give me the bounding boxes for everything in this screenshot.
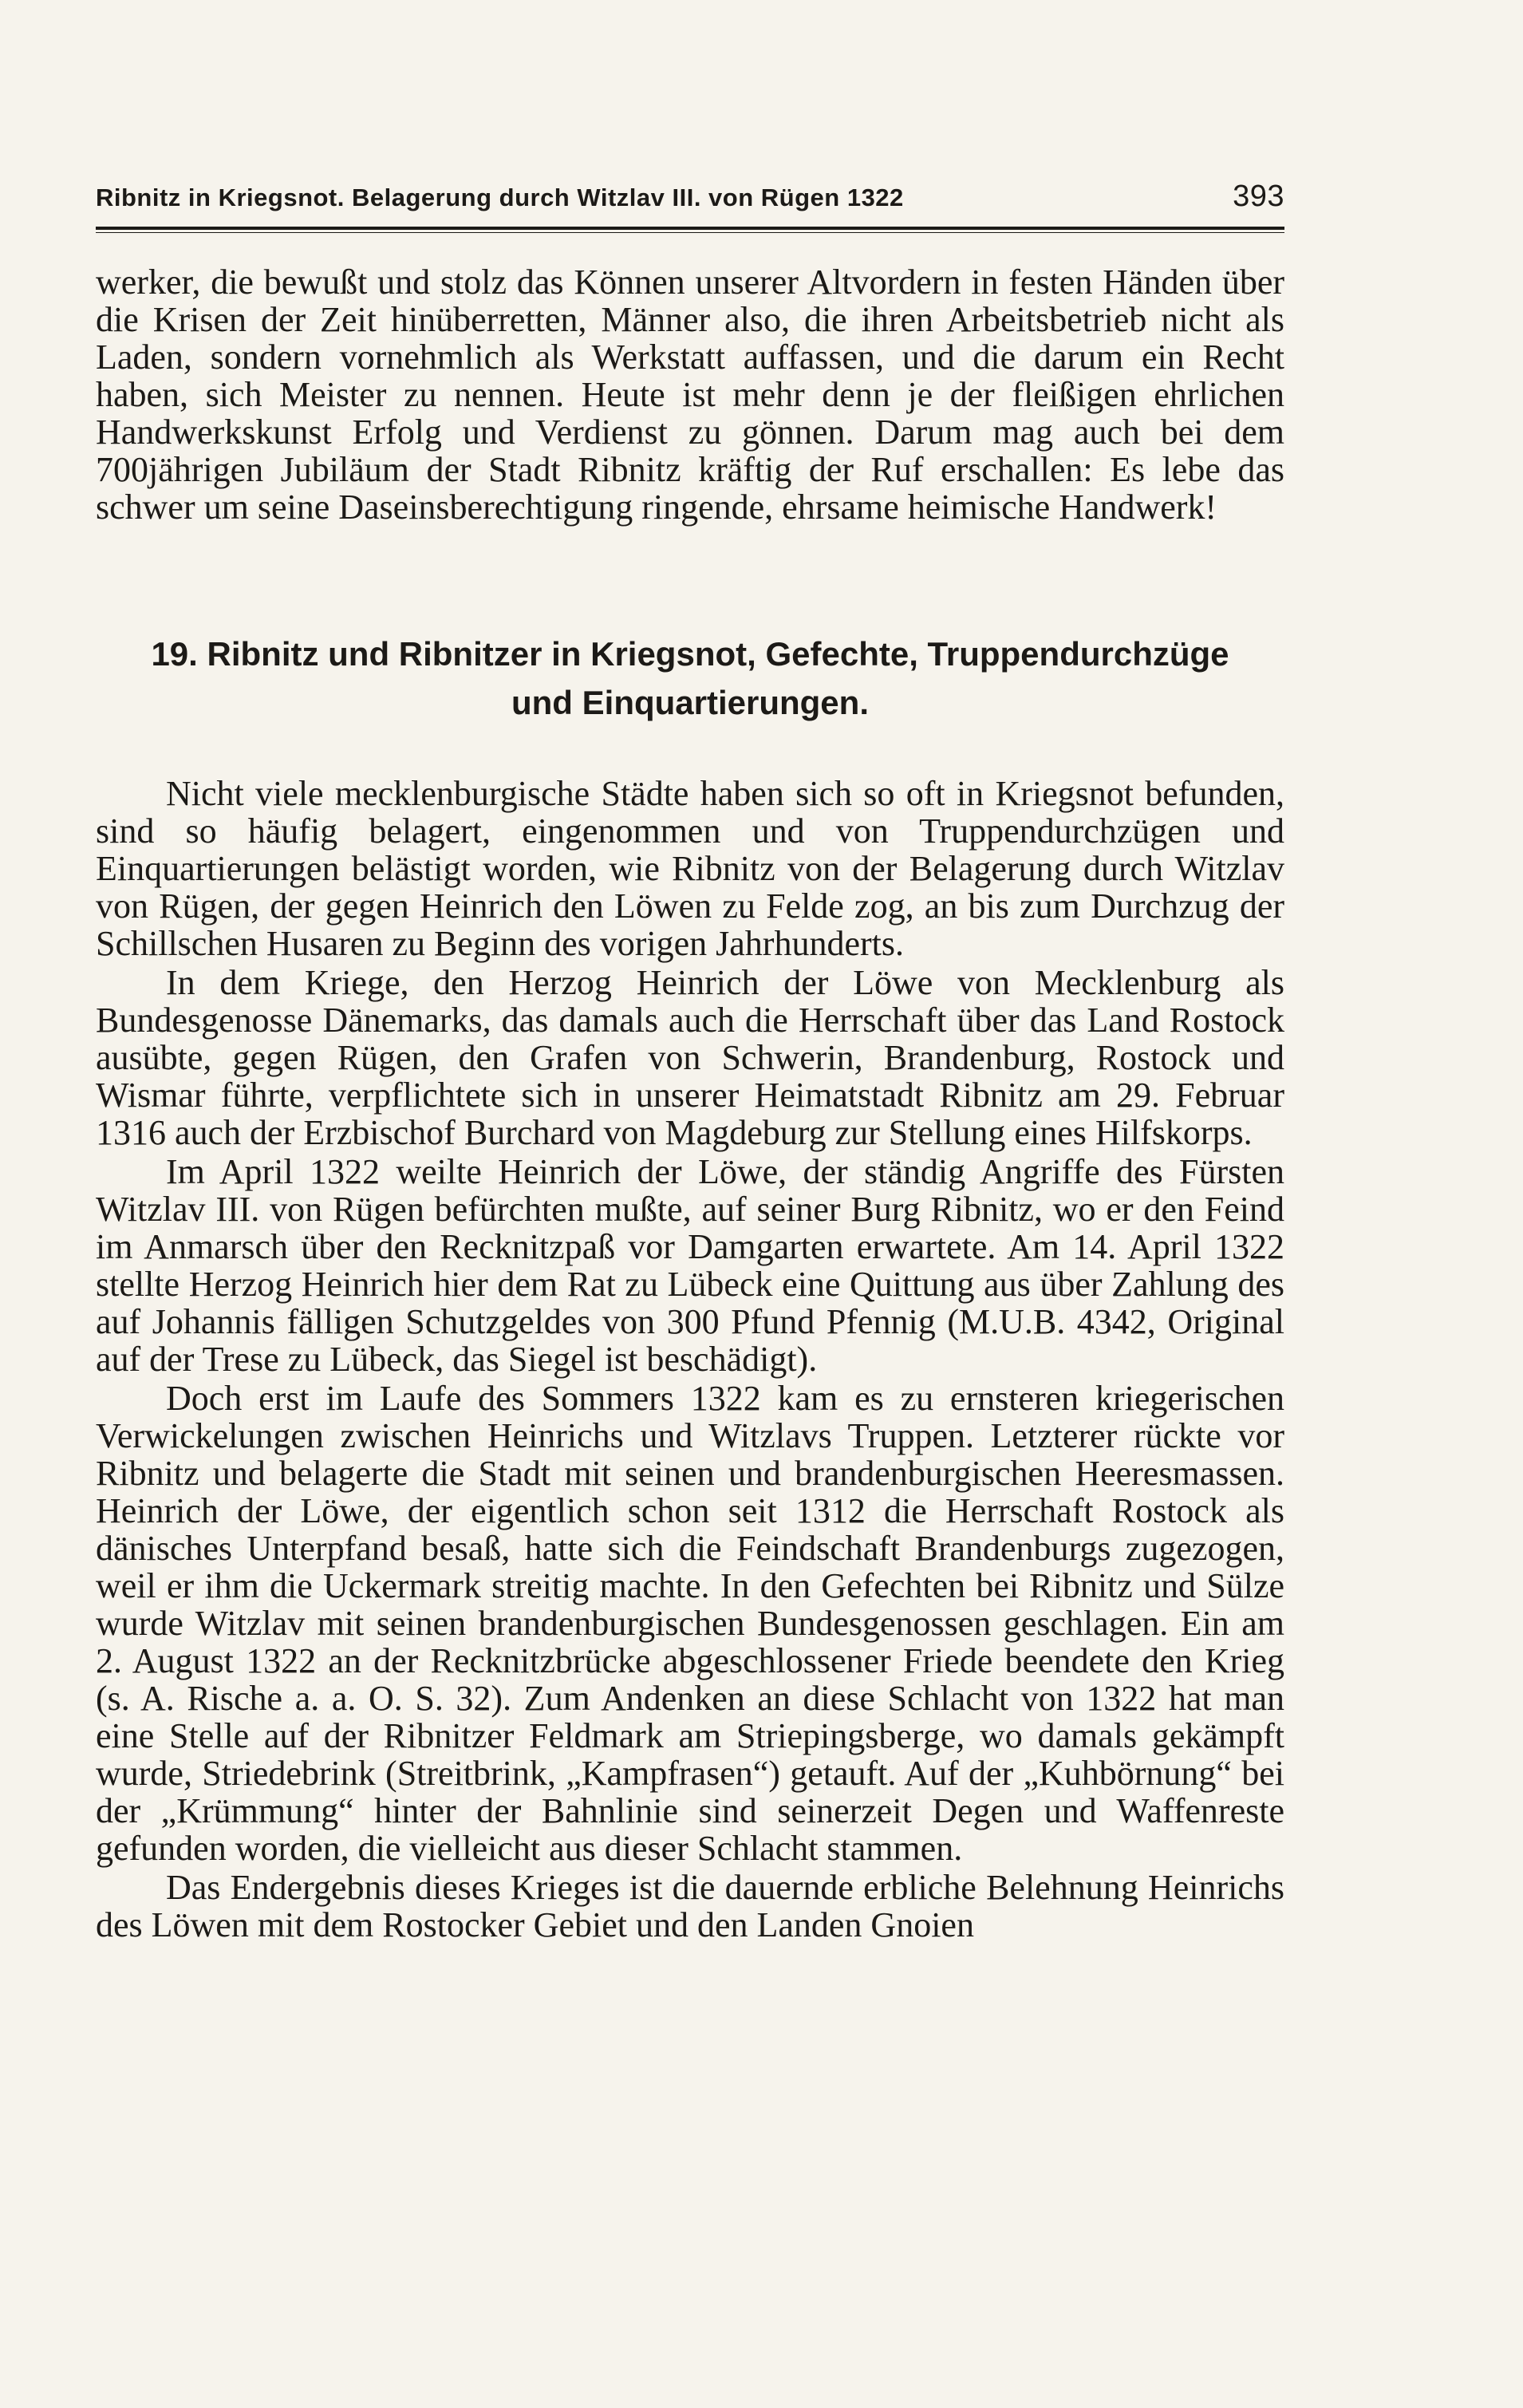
section-heading-line-1: 19. Ribnitz und Ribnitzer in Kriegsnot, Gefechte, Truppendurchzüge [151, 635, 1229, 673]
body-text [96, 263, 1284, 1944]
page-number: 393 [1233, 180, 1284, 213]
running-head [96, 180, 1284, 214]
header-rule-thick [96, 227, 1284, 230]
intro-paragraph: werker, die bewußt und stolz das Können unserer Altvordern in festen Händen über die Krisen der Zeit hinüberretten, Männer also, die ihren Arbeitsbetrieb nicht als Laden, sondern vornehmlich als Werkstatt auffassen, und die darum ein Recht haben, sich Meister zu nennen. Heute ist mehr denn je der fleißigen ehrlichen Handwerkskunst Erfolg und Verdienst zu gönnen. Darum mag auch bei dem 700jährigen Jubiläum der Stadt Ribnitz kräftig der Ruf erschallen: Es lebe das schwer um seine Daseinsberechtigung ringende, ehrsame heimische Handwerk! [96, 263, 1284, 527]
section-heading-line-2: und Einquartierungen. [511, 684, 869, 721]
paragraph: In dem Kriege, den Herzog Heinrich der Löwe von Mecklenburg als Bundesgenosse Dänemarks, das damals auch die Herrschaft über das Land Rostock ausübte, gegen Rügen, den Grafen von Schwerin, Brandenburg, Rostock und Wismar führte, verpflichtete sich in unserer Heimatstadt Ribnitz am 29. Februar 1316 auch der Erzbischof Burchard von Magdeburg zur Stellung eines Hilfskorps. [96, 963, 1284, 1152]
paragraph: Im April 1322 weilte Heinrich der Löwe, der ständig Angriffe des Fürsten Witzlav III. von Rügen befürchten mußte, auf seiner Burg Ribnitz, wo er den Feind im Anmarsch über den Recknitzpaß vor Damgarten erwartete. Am 14. April 1322 stellte Herzog Heinrich hier dem Rat zu Lübeck eine Quittung aus über Zahlung des auf Johannis fälligen Schutzgeldes von 300 Pfund Pfennig (M.U.B. 4342, Original auf der Trese zu Lübeck, das Siegel ist beschädigt). [96, 1152, 1284, 1379]
paragraph: Doch erst im Laufe des Sommers 1322 kam es zu ernsteren kriegerischen Verwickelungen zwischen Heinrichs und Witzlavs Truppen. Letzterer rückte vor Ribnitz und belagerte die Stadt mit seinen und brandenburgischen Heeresmassen. Heinrich der Löwe, der eigentlich schon seit 1312 die Herrschaft Rostock als dänisches Unterpfand besaß, hatte sich die Feindschaft Brandenburgs zugezogen, weil er ihm die Uckermark streitig machte. In den Gefechten bei Ribnitz und Sülze wurde Witzlav mit seinen brandenburgischen Bundesgenossen geschlagen. Ein am 2. August 1322 an der Recknitzbrücke abgeschlossener Friede beendete den Krieg (s. A. Rische a. a. O. S. 32). Zum Andenken an diese Schlacht von 1322 hat man eine Stelle auf der Ribnitzer Feldmark am Striepingsberge, wo damals gekämpft wurde, Striedebrink (Streitbrink, „Kampfrasen“) getauft. Auf der „Kuhbörnung“ bei der „Krümmung“ hinter der Bahnlinie sind seinerzeit Degen und Waffenreste gefunden worden, die vielleicht aus dieser Schlacht stammen. [96, 1379, 1284, 1868]
paragraph: Nicht viele mecklenburgische Städte haben sich so oft in Kriegsnot befunden, sind so häufig belagert, eingenommen und von Truppendurchzügen und Einquartierungen belästigt worden, wie Ribnitz von der Belagerung durch Witzlav von Rügen, der gegen Heinrich den Löwen zu Felde zog, an bis zum Durchzug der Schillschen Husaren zu Beginn des vorigen Jahrhunderts. [96, 774, 1284, 963]
book-page [96, 180, 1284, 1944]
section-heading [96, 630, 1284, 727]
header-rule-thin [96, 232, 1284, 233]
running-title: Ribnitz in Kriegsnot. Belagerung durch Witzlav III. von Rügen 1322 [96, 184, 904, 211]
paragraph: Das Endergebnis dieses Krieges ist die dauernde erbliche Belehnung Heinrichs des Löwen mit dem Rostocker Gebiet und den Landen Gnoien [96, 1868, 1284, 1944]
